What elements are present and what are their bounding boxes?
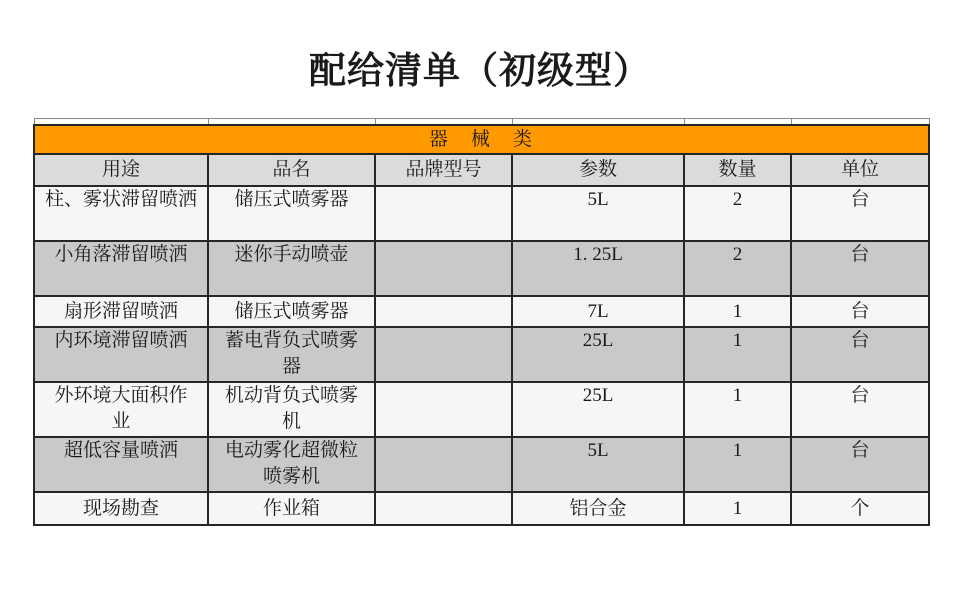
cell-brand bbox=[375, 437, 512, 492]
cell-product: 储压式喷雾器 bbox=[208, 296, 375, 327]
column-header-use: 用途 bbox=[34, 154, 208, 186]
page-title: 配给清单（初级型） bbox=[309, 50, 651, 91]
cell-param: 铝合金 bbox=[512, 492, 684, 525]
cell-product: 电动雾化超微粒 喷雾机 bbox=[208, 437, 375, 492]
cell-qty: 2 bbox=[684, 186, 791, 241]
table-row bbox=[34, 327, 929, 382]
equipment-table bbox=[33, 118, 930, 526]
column-header-unit: 单位 bbox=[791, 154, 929, 186]
category-header-row bbox=[34, 125, 929, 154]
cell-unit: 台 bbox=[791, 327, 929, 382]
cell-use: 内环境滞留喷洒 bbox=[34, 327, 208, 382]
cell-qty: 1 bbox=[684, 382, 791, 437]
cell-use: 外环境大面积作 业 bbox=[34, 382, 208, 437]
cell-qty: 1 bbox=[684, 296, 791, 327]
column-header-brand: 品牌型号 bbox=[375, 154, 512, 186]
cell-use: 超低容量喷洒 bbox=[34, 437, 208, 492]
column-header-product: 品名 bbox=[208, 154, 375, 186]
cell-use: 小角落滞留喷洒 bbox=[34, 241, 208, 296]
cell-use: 柱、雾状滞留喷洒 bbox=[34, 186, 208, 241]
table-row bbox=[34, 241, 929, 296]
table-row bbox=[34, 296, 929, 327]
column-header-row bbox=[34, 154, 929, 186]
cell-product: 储压式喷雾器 bbox=[208, 186, 375, 241]
cell-brand bbox=[375, 186, 512, 241]
table-row bbox=[34, 186, 929, 241]
category-header: 器 械 类 bbox=[34, 125, 929, 154]
cell-product: 迷你手动喷壶 bbox=[208, 241, 375, 296]
cell-unit: 台 bbox=[791, 437, 929, 492]
cell-brand bbox=[375, 296, 512, 327]
cell-qty: 1 bbox=[684, 437, 791, 492]
cell-param: 5L bbox=[512, 186, 684, 241]
cell-brand bbox=[375, 241, 512, 296]
cell-qty: 1 bbox=[684, 492, 791, 525]
column-header-param: 参数 bbox=[512, 154, 684, 186]
cell-product: 机动背负式喷雾 机 bbox=[208, 382, 375, 437]
table-row bbox=[34, 382, 929, 437]
cell-brand bbox=[375, 492, 512, 525]
cell-use: 现场勘查 bbox=[34, 492, 208, 525]
cell-param: 25L bbox=[512, 327, 684, 382]
cell-product: 作业箱 bbox=[208, 492, 375, 525]
cell-param: 5L bbox=[512, 437, 684, 492]
cell-unit: 台 bbox=[791, 186, 929, 241]
cell-param: 25L bbox=[512, 382, 684, 437]
cell-unit: 个 bbox=[791, 492, 929, 525]
cell-unit: 台 bbox=[791, 296, 929, 327]
cell-brand bbox=[375, 327, 512, 382]
table-row bbox=[34, 492, 929, 525]
cell-use: 扇形滞留喷洒 bbox=[34, 296, 208, 327]
cell-param: 1. 25L bbox=[512, 241, 684, 296]
cell-param: 7L bbox=[512, 296, 684, 327]
cell-qty: 1 bbox=[684, 327, 791, 382]
cell-unit: 台 bbox=[791, 241, 929, 296]
column-header-qty: 数量 bbox=[684, 154, 791, 186]
cell-brand bbox=[375, 382, 512, 437]
table-row bbox=[34, 437, 929, 492]
cell-unit: 台 bbox=[791, 382, 929, 437]
cell-qty: 2 bbox=[684, 241, 791, 296]
cell-product: 蓄电背负式喷雾 器 bbox=[208, 327, 375, 382]
